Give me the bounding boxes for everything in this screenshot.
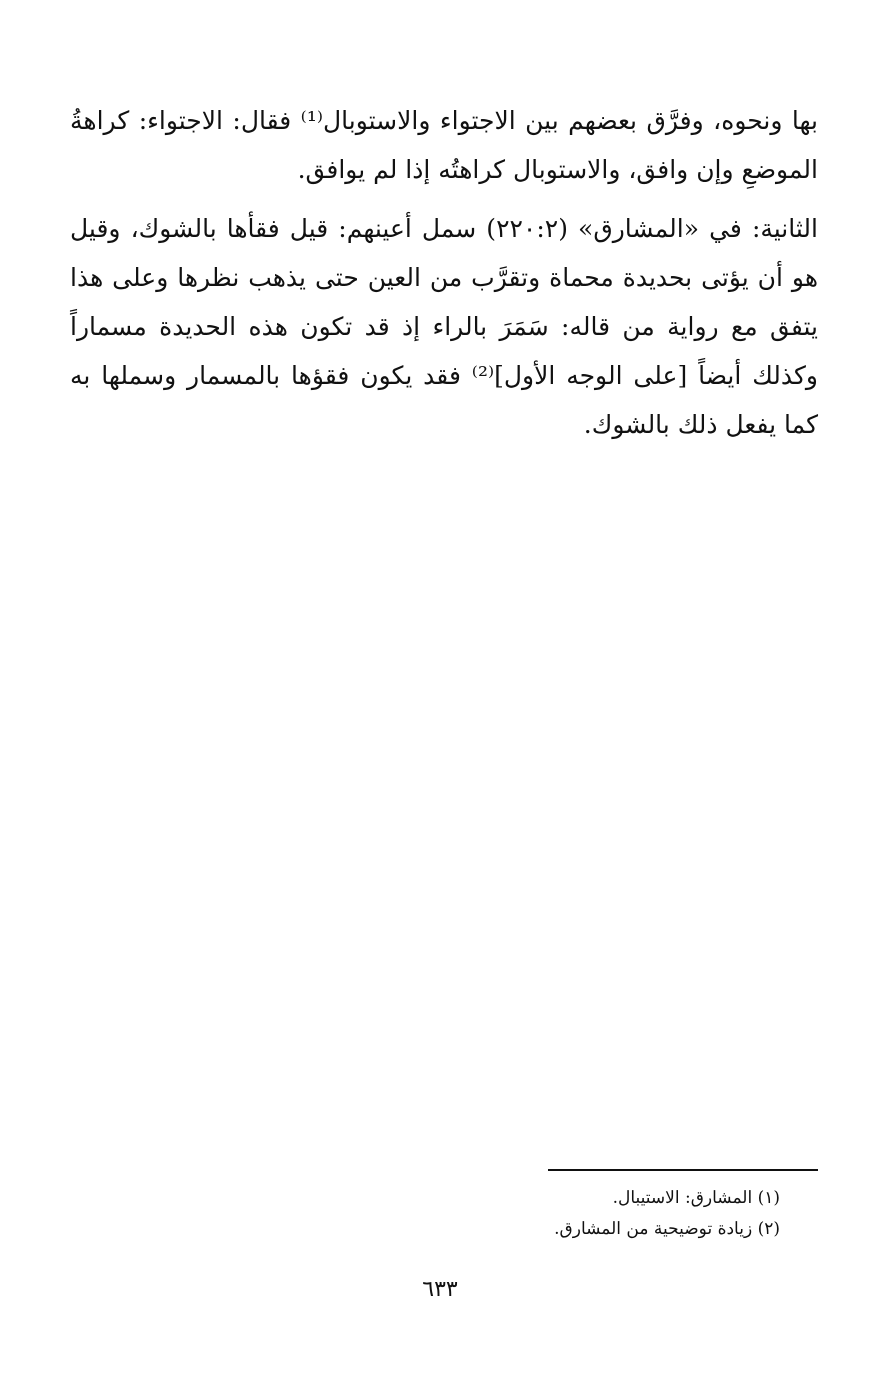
paragraph-1: بها ونحوه، وفرَّق بعضهم بين الاجتواء والاستوبال⁽¹⁾ فقال: الاجتواء: كراهةُ الموضعِ وإن وافق، والاستوبال كراهتُه إذا لم يوافق.	[70, 106, 818, 184]
main-text-block	[70, 96, 818, 449]
paragraph-2: الثانية: في «المشارق» (٢٢٠:٢) سمل أعينهم: قيل فقأها بالشوك، وقيل هو أن يؤتى بحديدة محماة وتقرَّب من العين حتى يذهب نظرها وعلى هذا يتفق مع رواية من قاله: سَمَرَ بالراء إذ قد تكون هذه الحديدة مسماراً وكذلك أيضاً [على الوجه الأول]⁽²⁾ فقد يكون فقؤها بالمسمار وسملها به كما يفعل ذلك بالشوك.	[70, 214, 818, 439]
footnote-2: (٢) زيادة توضيحية من المشارق.	[554, 1219, 780, 1239]
footnote-1: (١) المشارق: الاستيبال.	[612, 1188, 780, 1208]
footnotes	[450, 1183, 780, 1245]
page-number: ٦٣٣	[422, 1277, 458, 1302]
footnote-separator	[548, 1169, 818, 1171]
